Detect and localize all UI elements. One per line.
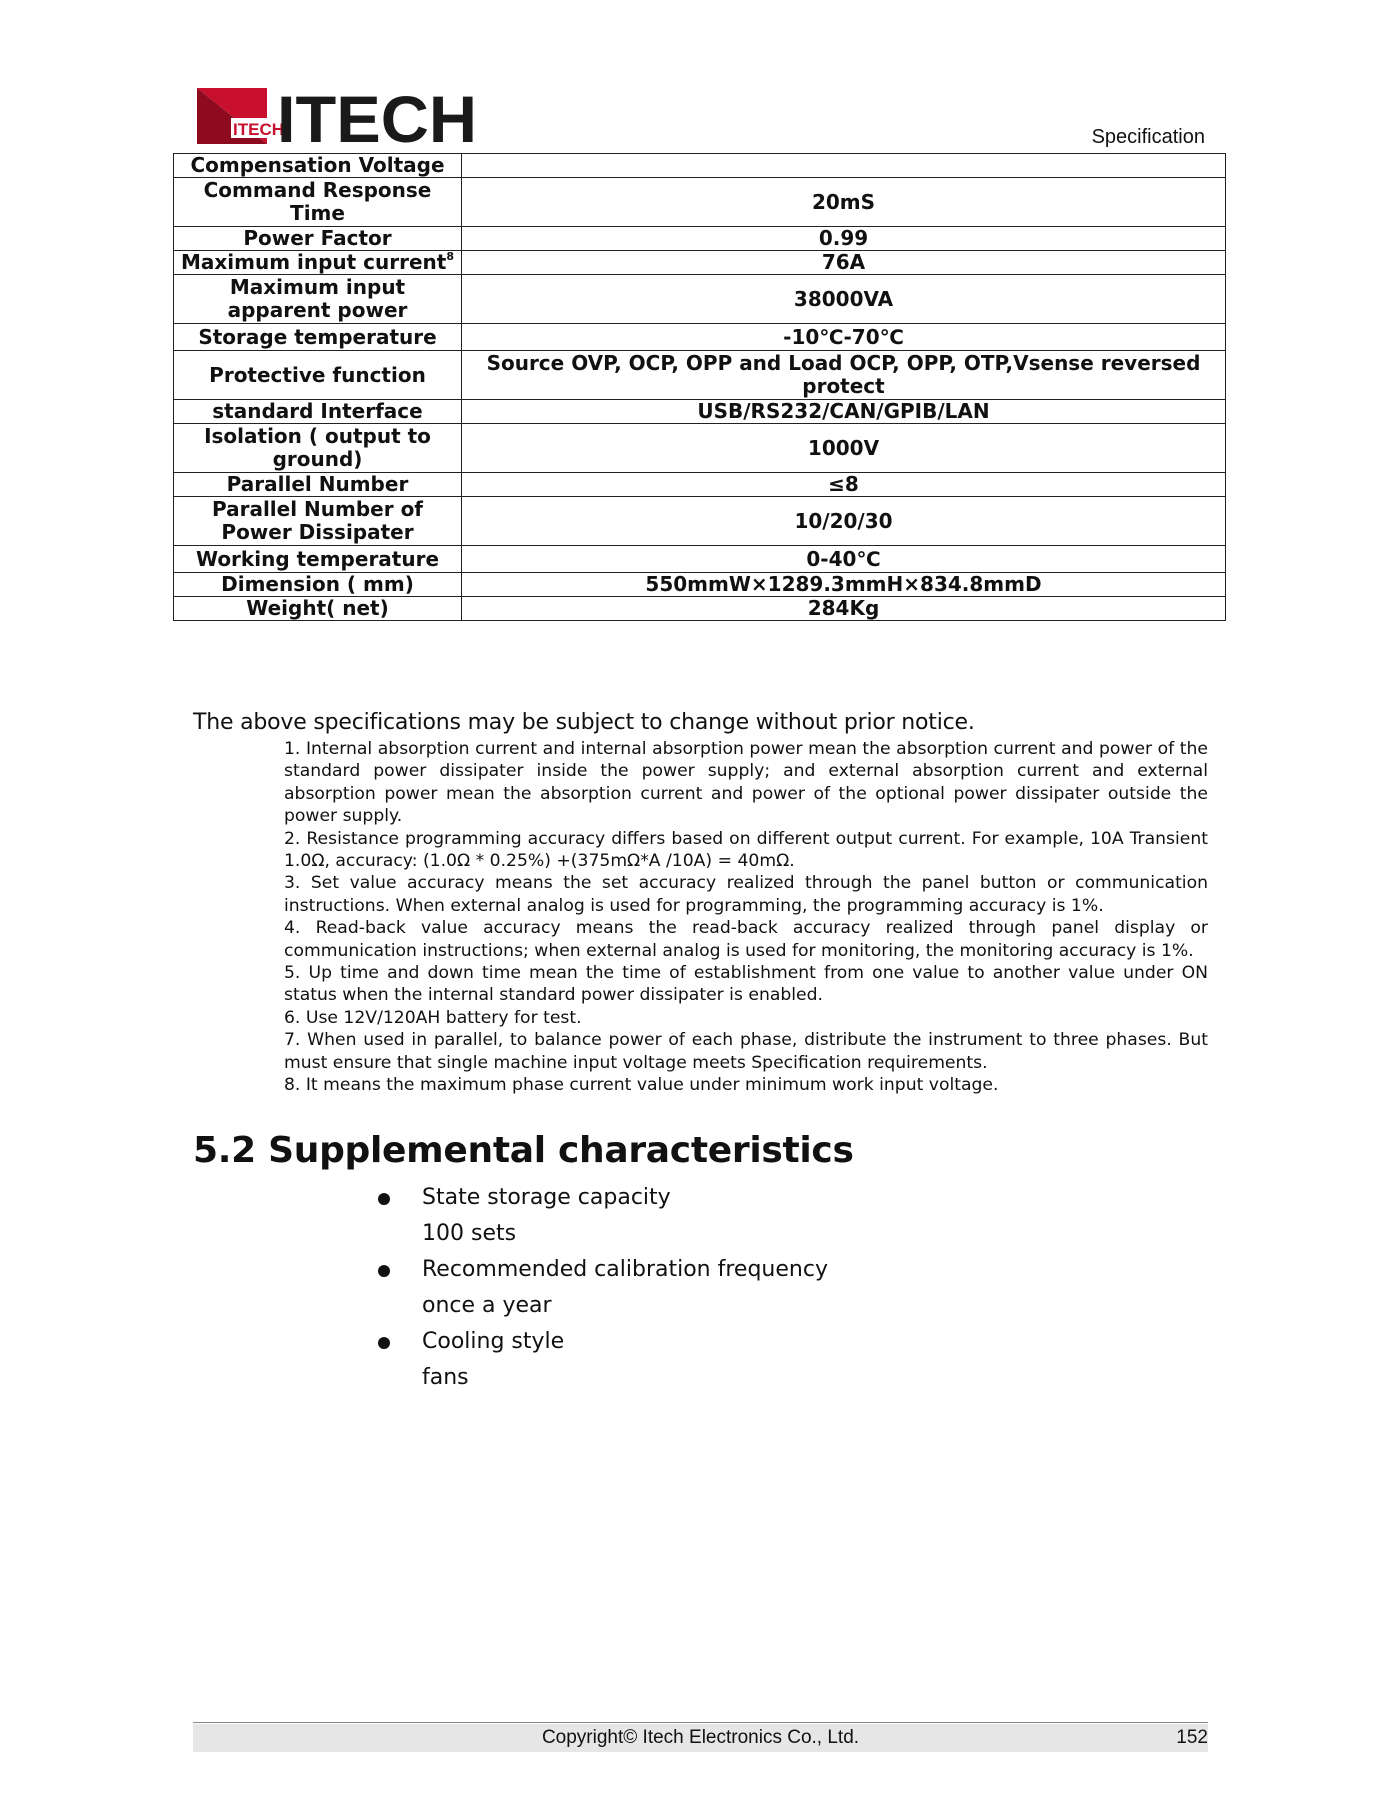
svg-text:ITECH: ITECH: [233, 120, 284, 139]
list-item: [378, 1324, 978, 1396]
row-label: Storage temperature: [174, 324, 462, 351]
item-value: 100 sets: [422, 1221, 517, 1246]
row-label: Weight( net): [174, 597, 462, 621]
footnote: 7. When used in parallel, to balance power of each phase, distribute the instrument to three phases. But must ensure that single machine input voltage meets Specification requirements.: [284, 1030, 1208, 1073]
footnote: 5. Up time and down time mean the time of establishment from one value to another value under ON status when the internal standard power dissipater is enabled.: [284, 963, 1208, 1006]
list-item: [378, 1252, 978, 1324]
row-label: Protective function: [174, 351, 462, 400]
page-footer: [193, 1724, 1208, 1752]
table-row: [174, 497, 1226, 546]
footnote: 4. Read-back value accuracy means the read-back accuracy realized through panel display or communication instructions; when external analog is used for monitoring, the monitoring accuracy is 1%.: [284, 918, 1208, 961]
table-row: [174, 546, 1226, 573]
row-value: 10/20/30: [462, 497, 1226, 546]
row-label: Isolation ( output to ground): [174, 424, 462, 473]
row-label: Working temperature: [174, 546, 462, 573]
row-value: 0-40℃: [462, 546, 1226, 573]
bullet-icon: [378, 1337, 390, 1349]
table-row: [174, 400, 1226, 424]
row-value: 38000VA: [462, 275, 1226, 324]
item-name: Cooling style: [422, 1329, 565, 1354]
bullet-icon: [378, 1265, 390, 1277]
item-value: once a year: [422, 1293, 552, 1318]
row-label: Parallel Number of Power Dissipater: [174, 497, 462, 546]
footnotes: [284, 738, 1208, 1097]
list-item: [378, 1180, 978, 1252]
row-value: USB/RS232/CAN/GPIB/LAN: [462, 400, 1226, 424]
row-label: [174, 251, 462, 275]
row-label: Parallel Number: [174, 473, 462, 497]
row-value: Source OVP, OCP, OPP and Load OCP, OPP, OTP,Vsense reversed protect: [462, 351, 1226, 400]
table-row: [174, 324, 1226, 351]
spec-table: [173, 153, 1226, 621]
bullet-icon: [378, 1193, 390, 1205]
row-label: Compensation Voltage: [174, 154, 462, 178]
row-value: ≤8: [462, 473, 1226, 497]
row-value: 76A: [462, 251, 1226, 275]
row-value: 1000V: [462, 424, 1226, 473]
footnote: 3. Set value accuracy means the set accuracy realized through the panel button or communication instructions. When external analog is used for programming, the programming accuracy is 1%.: [284, 873, 1208, 916]
table-row: [174, 227, 1226, 251]
row-label: Dimension ( mm): [174, 573, 462, 597]
item-name: Recommended calibration frequency: [422, 1257, 828, 1282]
row-value: 0.99: [462, 227, 1226, 251]
row-label: standard Interface: [174, 400, 462, 424]
row-label: Power Factor: [174, 227, 462, 251]
table-row: [174, 275, 1226, 324]
item-value: fans: [422, 1365, 469, 1390]
row-value: 20mS: [462, 178, 1226, 227]
table-row: [174, 573, 1226, 597]
footnote: 6. Use 12V/120AH battery for test.: [284, 1007, 582, 1028]
page-number: 152: [1176, 1727, 1208, 1748]
footnote: 2. Resistance programming accuracy differs based on different output current. For example, 10A Transient 1.0Ω, accuracy: (1.0Ω * 0.25%) +(375mΩ*A /10A) = 40mΩ.: [284, 828, 1208, 872]
section-heading: 5.2 Supplemental characteristics: [193, 1130, 854, 1171]
footnote-ref: 8: [446, 250, 455, 263]
row-value: 284Kg: [462, 597, 1226, 621]
footnote: 8. It means the maximum phase current value under minimum work input voltage.: [284, 1075, 999, 1096]
table-row: [174, 251, 1226, 275]
table-row: [174, 473, 1226, 497]
supplemental-list: [378, 1180, 978, 1396]
row-value: 550mmW×1289.3mmH×834.8mmD: [462, 573, 1226, 597]
row-value: [462, 154, 1226, 178]
footnote: 1. Internal absorption current and internal absorption power mean the absorption current and power of the standard power dissipater inside the power supply; and external absorption current and external absorption power mean the absorption current and power of the optional power dissipater outside the power supply.: [284, 739, 1208, 827]
header-section-label: Specification: [1091, 126, 1205, 148]
row-value: -10℃-70℃: [462, 324, 1226, 351]
item-name: State storage capacity: [422, 1185, 671, 1210]
copyright: Copyright© Itech Electronics Co., Ltd.: [541, 1727, 860, 1748]
row-label: Command Response Time: [174, 178, 462, 227]
table-row: [174, 597, 1226, 621]
row-label-text: Maximum input current: [180, 250, 447, 274]
table-row: [174, 178, 1226, 227]
row-label: Maximum input apparent power: [174, 275, 462, 324]
brand-name: ITECH: [277, 88, 477, 144]
change-notice: The above specifications may be subject to change without prior notice.: [193, 710, 975, 735]
table-row: [174, 351, 1226, 400]
footer-divider: [193, 1722, 1208, 1723]
itech-logo: [197, 88, 479, 144]
table-row: [174, 154, 1226, 178]
table-row: [174, 424, 1226, 473]
